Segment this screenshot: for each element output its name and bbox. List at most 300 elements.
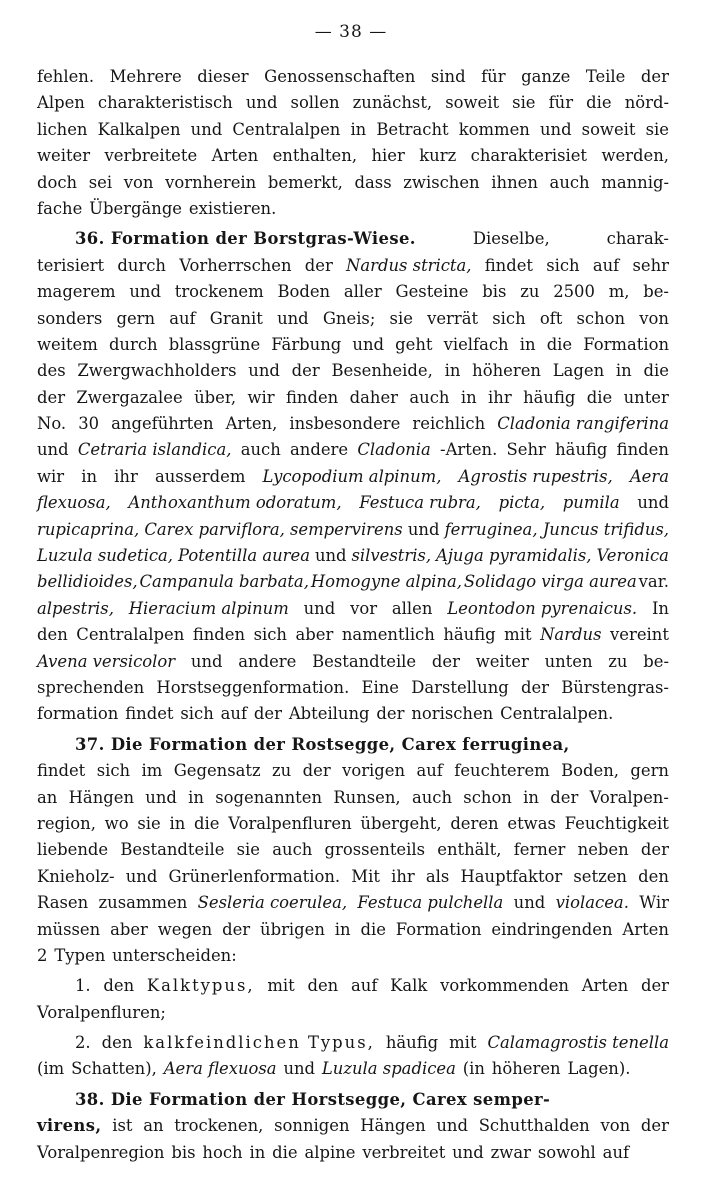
word: reichlich [412, 414, 486, 434]
word: und [637, 493, 669, 513]
word: sei [88, 172, 113, 192]
word: Leontodon pyrenaicus. [447, 598, 638, 618]
word: Luzula sudetica, [37, 546, 174, 566]
word: bis [171, 1142, 196, 1162]
word: Feuchtigkeit [564, 813, 669, 833]
word: Cladonia rangiferina [497, 414, 669, 434]
word: finden [616, 440, 669, 460]
word: und [129, 282, 161, 302]
word: Festuca pulchella [357, 893, 504, 913]
word: enthält, [437, 840, 502, 860]
text-line [37, 90, 669, 116]
word: charakteristisch [97, 93, 233, 113]
word: Arten [581, 976, 629, 996]
word: auf [350, 976, 378, 996]
text-line [37, 1087, 669, 1113]
word: Solidago virga aurea [463, 572, 637, 592]
word: ganze [521, 67, 571, 86]
word: Boden [277, 282, 331, 302]
word: feuchterem [454, 761, 550, 781]
word: sie [512, 93, 536, 113]
word: in [350, 119, 367, 139]
word: findet [37, 761, 86, 781]
word: Hängen [68, 787, 134, 807]
word: sie [645, 119, 669, 139]
word: den [638, 866, 669, 886]
word: Arten [211, 146, 259, 166]
word: sowohl [537, 1142, 596, 1162]
word: grossenteils [324, 840, 426, 860]
text-line [37, 196, 669, 222]
word: und [277, 308, 309, 328]
word: ihr [488, 387, 512, 407]
word: im [141, 761, 163, 781]
word: trockenen, [174, 1116, 264, 1136]
word: ferner [513, 840, 566, 860]
word: Gegensatz [173, 761, 261, 781]
word: Formation [583, 334, 669, 354]
word: sehr [632, 255, 669, 275]
page-number: — 38 — [314, 22, 388, 42]
word: ihnen [491, 172, 538, 192]
word: und [513, 893, 546, 913]
word: vorkommenden [440, 976, 569, 996]
word: Schatten), [71, 1059, 157, 1079]
word: fehlen. [37, 67, 95, 86]
word: sie [236, 840, 260, 860]
word: mannig- [601, 172, 669, 192]
word: Aera flexuosa [163, 1059, 277, 1079]
word: bellidioides, [37, 572, 138, 592]
word: vor [350, 598, 378, 618]
word: Übergänge [89, 198, 183, 218]
text-line [37, 732, 669, 758]
word: Voralpenfluren; [37, 1002, 166, 1022]
word: Schutthalden [478, 1116, 590, 1136]
word: mit [504, 625, 532, 645]
word: der [291, 361, 320, 381]
text-line [37, 170, 669, 196]
word: pumila [562, 493, 620, 513]
word: werden, [601, 146, 669, 166]
word: der [253, 704, 282, 724]
word: den [101, 1033, 133, 1053]
word: mit [267, 976, 295, 996]
word: Runsen, [333, 787, 401, 807]
word: sonders [37, 308, 103, 328]
word: Abteilung [288, 704, 370, 724]
word: etwas [507, 813, 556, 833]
word: Voralpenregion [37, 1142, 165, 1162]
word: 36. Formation der Borstgras-Wiese. [75, 229, 416, 249]
word: Formation [395, 919, 482, 939]
word: Boden, [561, 761, 619, 781]
word: und [190, 119, 223, 139]
text-line [37, 490, 669, 516]
word: auch [272, 840, 313, 860]
text-line [37, 306, 669, 332]
text-line [37, 890, 669, 916]
word: von [639, 308, 669, 328]
word: allen [391, 598, 433, 618]
word: Bestandteile [120, 840, 225, 860]
word: und [283, 1059, 316, 1079]
word: silvestris, [351, 546, 432, 566]
word: charak- [606, 229, 669, 249]
word: Calamagrostis tenella [487, 1033, 669, 1053]
word: vorigen [342, 761, 406, 781]
word: Sehr [506, 440, 546, 460]
word: alpine [304, 1142, 356, 1162]
word: von [600, 1116, 631, 1136]
word: der [37, 387, 66, 407]
word: gern [630, 761, 669, 781]
word: an [143, 1116, 164, 1136]
word: sich [546, 255, 580, 275]
word: Hängen [360, 1116, 426, 1136]
word: charakterisiet [470, 146, 588, 166]
word: sprechenden [37, 677, 145, 697]
word: hier [371, 146, 405, 166]
text-line [37, 811, 669, 837]
word: auf [602, 1142, 630, 1162]
word: vielfach [443, 334, 509, 354]
word: kurz [419, 146, 457, 166]
text-line [37, 253, 669, 279]
word: der [550, 787, 579, 807]
word: und [303, 598, 336, 618]
word: var. [638, 572, 669, 592]
word: ihr [391, 866, 415, 886]
word: unter [623, 387, 669, 407]
word: die [360, 919, 386, 939]
word: auf [220, 704, 248, 724]
word: Kalk [390, 976, 428, 996]
word: und [145, 787, 177, 807]
word: hoch [202, 1142, 243, 1162]
word: Carex parviflora, [144, 519, 285, 539]
text-line [37, 943, 669, 969]
word: Hieracium alpinum [128, 598, 289, 618]
word: ihr [114, 466, 138, 486]
word: in [81, 466, 98, 486]
word: schon [463, 787, 512, 807]
word: region, [37, 813, 96, 833]
word: in [188, 787, 204, 807]
word: Avena versicolor [37, 651, 176, 671]
word: Centralalpen. [500, 704, 614, 724]
word: in [615, 361, 632, 381]
text-line [37, 1056, 669, 1082]
word: nörd- [624, 93, 669, 113]
word: Horstseggenformation. [156, 677, 350, 697]
word: insbesondere [289, 414, 401, 434]
word: über, [194, 387, 237, 407]
word: 2. [75, 1033, 91, 1053]
word: wir [247, 387, 275, 407]
text-line [37, 385, 669, 411]
word: sich [96, 761, 131, 781]
word: verbreitet [362, 1142, 446, 1162]
word: In [651, 598, 669, 618]
word: in [444, 361, 461, 381]
text-line [37, 973, 669, 999]
word: sind [430, 67, 466, 86]
word: Zwergwachholders [77, 361, 237, 381]
word: Bestandteile [312, 651, 417, 671]
text-line [37, 785, 669, 811]
text-line [37, 543, 669, 569]
word: auf [592, 255, 620, 275]
text-line [37, 864, 669, 890]
text-line [37, 701, 669, 727]
word: häufig [443, 625, 496, 645]
word: in [334, 919, 351, 939]
word: höheren [491, 1059, 561, 1079]
word: sich [253, 625, 287, 645]
word: (in [462, 1059, 485, 1079]
word: virens, [37, 1116, 102, 1136]
word: m, [608, 282, 630, 302]
word: Arten [622, 919, 669, 939]
word: Anthoxanthum odoratum, [128, 493, 342, 513]
word: Voralpenfluren [228, 813, 352, 833]
word: aber [110, 919, 148, 939]
word: häufig [385, 1033, 439, 1053]
word: Typen [54, 945, 106, 965]
word: sonnigen [274, 1116, 350, 1136]
text-line [37, 758, 669, 784]
word: 38. Die Formation der Horstsegge, Carex semper- [75, 1089, 551, 1109]
word: namentlich [341, 625, 435, 645]
word: norischen [411, 704, 494, 724]
word: Färbung [271, 334, 342, 354]
word: zu [272, 761, 292, 781]
word: übrigen [260, 919, 325, 939]
word: findet [125, 704, 174, 724]
word: andere [238, 651, 297, 671]
word: auch [409, 387, 450, 407]
word: trockenem [174, 282, 264, 302]
word: be- [643, 282, 669, 302]
word: der [520, 677, 550, 697]
word: des [37, 361, 66, 381]
word: auf [169, 308, 196, 328]
word: sie [137, 813, 161, 833]
word: fache [37, 198, 83, 218]
word: der [640, 976, 669, 996]
word: der [640, 1116, 669, 1136]
word: der [222, 919, 251, 939]
word: sollen [290, 93, 340, 113]
word: Nardus stricta, [346, 255, 472, 275]
word: auch [411, 787, 453, 807]
word: und [245, 93, 278, 113]
text-line [37, 143, 669, 169]
word: in [523, 787, 539, 807]
word: Genossenschaften [264, 67, 416, 86]
text-line [37, 117, 669, 143]
text-line [37, 358, 669, 384]
word: der [304, 255, 333, 275]
word: der [640, 67, 669, 86]
word: übergeht, [360, 813, 442, 833]
word: andere [290, 440, 349, 460]
text-line [37, 279, 669, 305]
word: kalkfeindlichen Typus, [143, 1033, 375, 1053]
word: Eine [361, 677, 399, 697]
word: Juncus trifidus, [542, 519, 669, 539]
word: der [376, 704, 405, 724]
word: Knieholz- [37, 866, 115, 886]
word: flexuosa, [37, 493, 111, 513]
word: der [640, 840, 669, 860]
word: Luzula spadicea [321, 1059, 456, 1079]
word: Lycopodium alpinum, [262, 466, 442, 486]
word: -Arten. [440, 440, 498, 460]
word: alpestris, [37, 598, 114, 618]
word: sempervirens [290, 519, 403, 539]
word: und [37, 440, 69, 460]
word: Besenheide, [331, 361, 433, 381]
word: und [314, 546, 347, 566]
text-line [37, 1030, 669, 1056]
word: Gneis; [322, 308, 376, 328]
word: Zwergazalee [76, 387, 183, 407]
word: häufig [555, 440, 608, 460]
word: Gesteine [395, 282, 469, 302]
word: die [546, 334, 573, 354]
word: auch [240, 440, 281, 460]
text-line [37, 675, 669, 701]
word: existieren. [188, 198, 277, 218]
word: Kalkalpen [97, 119, 181, 139]
word: sich [180, 704, 214, 724]
text-line [37, 411, 669, 437]
word: häufig [523, 387, 576, 407]
word: daher [349, 387, 398, 407]
word: auf [416, 761, 443, 781]
word: Rasen [37, 893, 89, 913]
word: Cetraria islandica, [77, 440, 232, 460]
word: und [352, 334, 384, 354]
word: Potentilla aurea [177, 546, 310, 566]
text-line [37, 517, 669, 543]
word: Dieselbe, [472, 229, 550, 249]
word: Centralalpen [232, 119, 341, 139]
word: ist [112, 1116, 133, 1136]
word: doch [37, 172, 78, 192]
word: wir [37, 466, 65, 486]
word: Lagen). [567, 1059, 631, 1079]
word: sie [389, 308, 413, 328]
word: als [425, 866, 450, 886]
word: rupicaprina, [37, 519, 140, 539]
word: zwar [490, 1142, 531, 1162]
word: gern [116, 308, 156, 328]
word: 30 [78, 414, 100, 434]
word: formation [37, 704, 119, 724]
word: bemerkt, [267, 172, 343, 192]
word: finden [192, 625, 246, 645]
word: Nardus [540, 625, 602, 645]
word: sogenannten [215, 787, 323, 807]
word: die [272, 1142, 298, 1162]
word: durch [108, 334, 158, 354]
word: oft [539, 308, 563, 328]
word: weiter [37, 146, 91, 166]
word: höheren [472, 361, 541, 381]
word: und [452, 1142, 484, 1162]
word: bis [482, 282, 507, 302]
word: 2 [37, 945, 48, 965]
word: wegen [157, 919, 213, 939]
word: in [249, 1142, 266, 1162]
word: und [248, 361, 280, 381]
word: Hauptfaktor [460, 866, 563, 886]
word: Mit [351, 866, 380, 886]
word: Kalktypus, [146, 976, 255, 996]
word: in [169, 813, 186, 833]
word: müssen [37, 919, 101, 939]
word: angeführten [111, 414, 214, 434]
word: Mehrere [109, 67, 182, 86]
word: enthalten, [272, 146, 358, 166]
word: und [125, 866, 158, 886]
word: und [436, 1116, 468, 1136]
word: unterscheiden: [112, 945, 237, 965]
word: der [302, 761, 331, 781]
text-line [37, 1140, 669, 1166]
word: Agrostis rupestris, [458, 466, 613, 486]
word: Lagen [552, 361, 605, 381]
word: aber [295, 625, 334, 645]
word: Ajuga pyramidalis, [436, 546, 592, 566]
word: Bürstengras- [561, 677, 669, 697]
word: in [519, 334, 536, 354]
word: picta, [498, 493, 546, 513]
word: von [123, 172, 154, 192]
word: unten [544, 651, 593, 671]
word: schon [576, 308, 626, 328]
word: und [190, 651, 223, 671]
word: ausserdem [154, 466, 246, 486]
word: Darstellung [411, 677, 509, 697]
word: lichen [37, 119, 88, 139]
word: aller [343, 282, 382, 302]
word: Wir [639, 893, 669, 913]
text-line [37, 569, 669, 595]
word: durch [117, 255, 166, 275]
word: Arten, [225, 414, 278, 434]
word: dieser [197, 67, 249, 86]
word: vereint [610, 625, 669, 645]
text-line [37, 332, 669, 358]
word: Veronica [596, 546, 669, 566]
text-line [37, 1113, 669, 1139]
word: ferruginea, [444, 519, 538, 539]
word: für [548, 93, 574, 113]
word: eindringenden [491, 919, 613, 939]
text-line [37, 64, 669, 90]
word: Voralpen- [589, 787, 669, 807]
word: kommen [458, 119, 530, 139]
word: die [194, 813, 220, 833]
word: finden [285, 387, 339, 407]
word: Cladonia [357, 440, 431, 460]
word: soweit [581, 119, 636, 139]
word: vornherein [165, 172, 257, 192]
